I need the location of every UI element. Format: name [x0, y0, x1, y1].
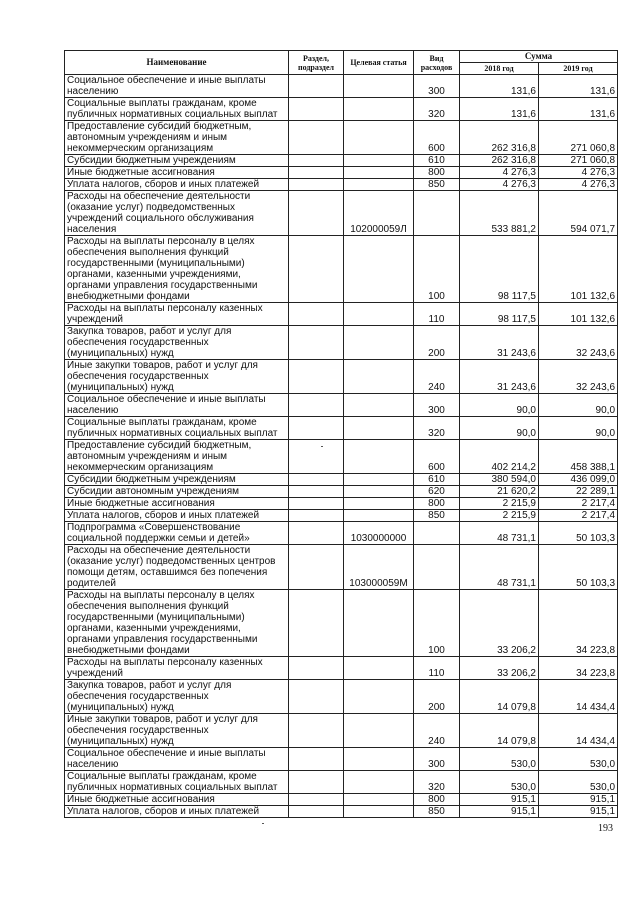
- cell-section: [289, 191, 344, 236]
- cell-2018: 915,1: [460, 806, 539, 818]
- cell-name: Закупка товаров, работ и услуг для обеспечения государственных (муниципальных) нужд: [65, 680, 289, 714]
- cell-2018: 380 594,0: [460, 474, 539, 486]
- cell-2019: 436 099,0: [539, 474, 618, 486]
- cell-target: [344, 326, 414, 360]
- cell-kind: 100: [414, 236, 460, 303]
- cell-target: [344, 714, 414, 748]
- table-row: [65, 121, 618, 155]
- cell-2019: 32 243,6: [539, 360, 618, 394]
- table-row: [65, 545, 618, 590]
- cell-2018: 31 243,6: [460, 326, 539, 360]
- header-section: Раздел, подраздел: [289, 51, 344, 75]
- cell-target: 102000059Л: [344, 191, 414, 236]
- scan-speck: [262, 823, 264, 824]
- cell-2018: 530,0: [460, 748, 539, 771]
- cell-kind: 610: [414, 474, 460, 486]
- cell-name: Социальное обеспечение и иные выплаты населению: [65, 394, 289, 417]
- cell-kind: 610: [414, 155, 460, 167]
- cell-2018: 402 214,2: [460, 440, 539, 474]
- table-row: [65, 522, 618, 545]
- cell-target: [344, 498, 414, 510]
- cell-kind: 300: [414, 394, 460, 417]
- cell-name: Закупка товаров, работ и услуг для обеспечения государственных (муниципальных) нужд: [65, 326, 289, 360]
- table-row: [65, 360, 618, 394]
- cell-section: [289, 236, 344, 303]
- cell-2019: 101 132,6: [539, 303, 618, 326]
- cell-section: [289, 417, 344, 440]
- cell-section: [289, 806, 344, 818]
- cell-name: Субсидии бюджетным учреждениям: [65, 474, 289, 486]
- cell-kind: 110: [414, 657, 460, 680]
- table-row: [65, 394, 618, 417]
- cell-name: Предоставление субсидий бюджетным, автономным учреждениям и иным некоммерческим организациям: [65, 121, 289, 155]
- table-row: [65, 236, 618, 303]
- cell-name: Расходы на обеспечение деятельности (оказание услуг) подведомственных центров помощи детям, оставшимся без попечения родителей: [65, 545, 289, 590]
- cell-2019: 4 276,3: [539, 179, 618, 191]
- cell-section: [289, 510, 344, 522]
- cell-kind: 800: [414, 167, 460, 179]
- table-row: [65, 155, 618, 167]
- cell-2018: 4 276,3: [460, 179, 539, 191]
- cell-section: [289, 75, 344, 98]
- cell-target: [344, 440, 414, 474]
- cell-name: Предоставление субсидий бюджетным, автономным учреждениям и иным некоммерческим организациям: [65, 440, 289, 474]
- cell-2018: 98 117,5: [460, 303, 539, 326]
- cell-2018: 530,0: [460, 771, 539, 794]
- cell-2019: 34 223,8: [539, 657, 618, 680]
- cell-section: [289, 360, 344, 394]
- scan-speck: [321, 446, 323, 447]
- cell-kind: 800: [414, 498, 460, 510]
- cell-section: [289, 657, 344, 680]
- cell-target: [344, 121, 414, 155]
- cell-target: [344, 474, 414, 486]
- cell-section: [289, 474, 344, 486]
- cell-name: Иные бюджетные ассигнования: [65, 794, 289, 806]
- cell-2019: 2 217,4: [539, 498, 618, 510]
- cell-2019: 915,1: [539, 794, 618, 806]
- table-row: [65, 167, 618, 179]
- table-row: [65, 417, 618, 440]
- cell-name: Расходы на выплаты персоналу казенных учреждений: [65, 657, 289, 680]
- cell-target: [344, 510, 414, 522]
- header-sum: Сумма: [460, 51, 618, 63]
- cell-target: [344, 394, 414, 417]
- cell-name: Иные бюджетные ассигнования: [65, 498, 289, 510]
- cell-section: [289, 522, 344, 545]
- cell-kind: 850: [414, 806, 460, 818]
- cell-target: [344, 155, 414, 167]
- cell-2019: 14 434,4: [539, 680, 618, 714]
- cell-target: [344, 303, 414, 326]
- header-year-2018: 2018 год: [460, 63, 539, 75]
- cell-2018: 14 079,8: [460, 680, 539, 714]
- cell-target: [344, 680, 414, 714]
- cell-2018: 915,1: [460, 794, 539, 806]
- cell-2018: 4 276,3: [460, 167, 539, 179]
- cell-name: Субсидии автономным учреждениям: [65, 486, 289, 498]
- table-row: [65, 474, 618, 486]
- cell-kind: 240: [414, 360, 460, 394]
- cell-2019: 530,0: [539, 771, 618, 794]
- table-body: [65, 75, 618, 818]
- cell-target: [344, 486, 414, 498]
- cell-name: Подпрограмма «Совершенствование социальной поддержки семьи и детей»: [65, 522, 289, 545]
- cell-target: [344, 167, 414, 179]
- cell-target: [344, 806, 414, 818]
- cell-kind: 320: [414, 417, 460, 440]
- cell-kind: [414, 191, 460, 236]
- cell-2019: 131,6: [539, 75, 618, 98]
- cell-section: [289, 179, 344, 191]
- cell-section: [289, 394, 344, 417]
- cell-kind: 200: [414, 326, 460, 360]
- cell-name: Расходы на обеспечение деятельности (оказание услуг) подведомственных учреждений социального обслуживания населения: [65, 191, 289, 236]
- cell-kind: 850: [414, 510, 460, 522]
- cell-kind: 300: [414, 748, 460, 771]
- cell-kind: 300: [414, 75, 460, 98]
- table-row: [65, 771, 618, 794]
- cell-section: [289, 590, 344, 657]
- cell-name: Социальное обеспечение и иные выплаты населению: [65, 748, 289, 771]
- cell-kind: 850: [414, 179, 460, 191]
- cell-2018: 90,0: [460, 417, 539, 440]
- table-row: [65, 98, 618, 121]
- table-row: [65, 657, 618, 680]
- cell-2018: 33 206,2: [460, 657, 539, 680]
- cell-2018: 262 316,8: [460, 121, 539, 155]
- cell-kind: 800: [414, 794, 460, 806]
- cell-kind: [414, 522, 460, 545]
- cell-section: [289, 326, 344, 360]
- cell-2018: 14 079,8: [460, 714, 539, 748]
- cell-2019: 34 223,8: [539, 590, 618, 657]
- cell-2019: 271 060,8: [539, 121, 618, 155]
- cell-target: 1030000000: [344, 522, 414, 545]
- header-target: Целевая статья: [344, 51, 414, 75]
- cell-2019: 101 132,6: [539, 236, 618, 303]
- cell-2018: 31 243,6: [460, 360, 539, 394]
- cell-2019: 131,6: [539, 98, 618, 121]
- table-row: [65, 794, 618, 806]
- cell-2018: 2 215,9: [460, 498, 539, 510]
- cell-name: Расходы на выплаты персоналу казенных учреждений: [65, 303, 289, 326]
- cell-kind: 600: [414, 121, 460, 155]
- cell-name: Иные закупки товаров, работ и услуг для обеспечения государственных (муниципальных) нужд: [65, 714, 289, 748]
- cell-target: 103000059М: [344, 545, 414, 590]
- cell-2018: 262 316,8: [460, 155, 539, 167]
- cell-2019: 4 276,3: [539, 167, 618, 179]
- cell-section: [289, 794, 344, 806]
- table-row: [65, 179, 618, 191]
- cell-2019: 90,0: [539, 417, 618, 440]
- cell-2018: 533 881,2: [460, 191, 539, 236]
- cell-section: [289, 486, 344, 498]
- cell-target: [344, 590, 414, 657]
- cell-target: [344, 794, 414, 806]
- cell-section: [289, 714, 344, 748]
- cell-kind: 600: [414, 440, 460, 474]
- cell-2019: 50 103,3: [539, 522, 618, 545]
- cell-section: [289, 498, 344, 510]
- cell-kind: 200: [414, 680, 460, 714]
- cell-2019: 458 388,1: [539, 440, 618, 474]
- cell-2019: 14 434,4: [539, 714, 618, 748]
- cell-2019: 271 060,8: [539, 155, 618, 167]
- table-header-row: [65, 51, 618, 63]
- table-row: [65, 440, 618, 474]
- table-row: [65, 303, 618, 326]
- cell-section: [289, 680, 344, 714]
- cell-name: Расходы на выплаты персоналу в целях обеспечения выполнения функций государственными (муниципальными) органами, казенными учреждениями, органами управления государственными внебюджетными фондами: [65, 236, 289, 303]
- cell-kind: 320: [414, 771, 460, 794]
- cell-section: [289, 748, 344, 771]
- cell-kind: [414, 545, 460, 590]
- cell-kind: 240: [414, 714, 460, 748]
- table-row: [65, 806, 618, 818]
- cell-2018: 48 731,1: [460, 522, 539, 545]
- table-row: [65, 680, 618, 714]
- cell-target: [344, 360, 414, 394]
- cell-target: [344, 657, 414, 680]
- cell-name: Социальные выплаты гражданам, кроме публичных нормативных социальных выплат: [65, 771, 289, 794]
- table-row: [65, 191, 618, 236]
- table-row: [65, 590, 618, 657]
- cell-section: [289, 771, 344, 794]
- cell-2018: 98 117,5: [460, 236, 539, 303]
- table-row: [65, 75, 618, 98]
- cell-2019: 530,0: [539, 748, 618, 771]
- cell-target: [344, 75, 414, 98]
- table-row: [65, 714, 618, 748]
- cell-2019: 915,1: [539, 806, 618, 818]
- cell-target: [344, 98, 414, 121]
- table-row: [65, 498, 618, 510]
- cell-section: [289, 155, 344, 167]
- cell-2019: 2 217,4: [539, 510, 618, 522]
- cell-section: [289, 167, 344, 179]
- table-row: [65, 748, 618, 771]
- budget-table: [64, 50, 618, 818]
- cell-section: [289, 98, 344, 121]
- cell-section: [289, 121, 344, 155]
- cell-name: Социальные выплаты гражданам, кроме публичных нормативных социальных выплат: [65, 98, 289, 121]
- cell-name: Социальное обеспечение и иные выплаты населению: [65, 75, 289, 98]
- table-row: [65, 510, 618, 522]
- cell-kind: 620: [414, 486, 460, 498]
- cell-target: [344, 748, 414, 771]
- cell-section: [289, 440, 344, 474]
- cell-2018: 131,6: [460, 98, 539, 121]
- cell-name: Социальные выплаты гражданам, кроме публичных нормативных социальных выплат: [65, 417, 289, 440]
- header-year-2019: 2019 год: [539, 63, 618, 75]
- cell-name: Уплата налогов, сборов и иных платежей: [65, 510, 289, 522]
- cell-2019: 22 289,1: [539, 486, 618, 498]
- header-name: Наименование: [65, 51, 289, 75]
- cell-name: Иные закупки товаров, работ и услуг для обеспечения государственных (муниципальных) нужд: [65, 360, 289, 394]
- cell-kind: 110: [414, 303, 460, 326]
- cell-name: Уплата налогов, сборов и иных платежей: [65, 179, 289, 191]
- cell-2018: 90,0: [460, 394, 539, 417]
- cell-2018: 48 731,1: [460, 545, 539, 590]
- cell-2018: 2 215,9: [460, 510, 539, 522]
- cell-name: Субсидии бюджетным учреждениям: [65, 155, 289, 167]
- cell-2019: 50 103,3: [539, 545, 618, 590]
- cell-target: [344, 179, 414, 191]
- cell-section: [289, 545, 344, 590]
- cell-section: [289, 303, 344, 326]
- cell-kind: 320: [414, 98, 460, 121]
- cell-2018: 131,6: [460, 75, 539, 98]
- cell-name: Уплата налогов, сборов и иных платежей: [65, 806, 289, 818]
- cell-name: Расходы на выплаты персоналу в целях обеспечения выполнения функций государственными (муниципальными) органами, казенными учреждениями, органами управления государственными внебюджетными фондами: [65, 590, 289, 657]
- cell-2018: 21 620,2: [460, 486, 539, 498]
- page-number: 193: [598, 823, 613, 834]
- cell-target: [344, 236, 414, 303]
- table-row: [65, 326, 618, 360]
- table-row: [65, 486, 618, 498]
- cell-2019: 32 243,6: [539, 326, 618, 360]
- header-kind: Вид расходов: [414, 51, 460, 75]
- cell-2018: 33 206,2: [460, 590, 539, 657]
- cell-target: [344, 417, 414, 440]
- cell-2019: 594 071,7: [539, 191, 618, 236]
- cell-target: [344, 771, 414, 794]
- cell-name: Иные бюджетные ассигнования: [65, 167, 289, 179]
- cell-2019: 90,0: [539, 394, 618, 417]
- cell-kind: 100: [414, 590, 460, 657]
